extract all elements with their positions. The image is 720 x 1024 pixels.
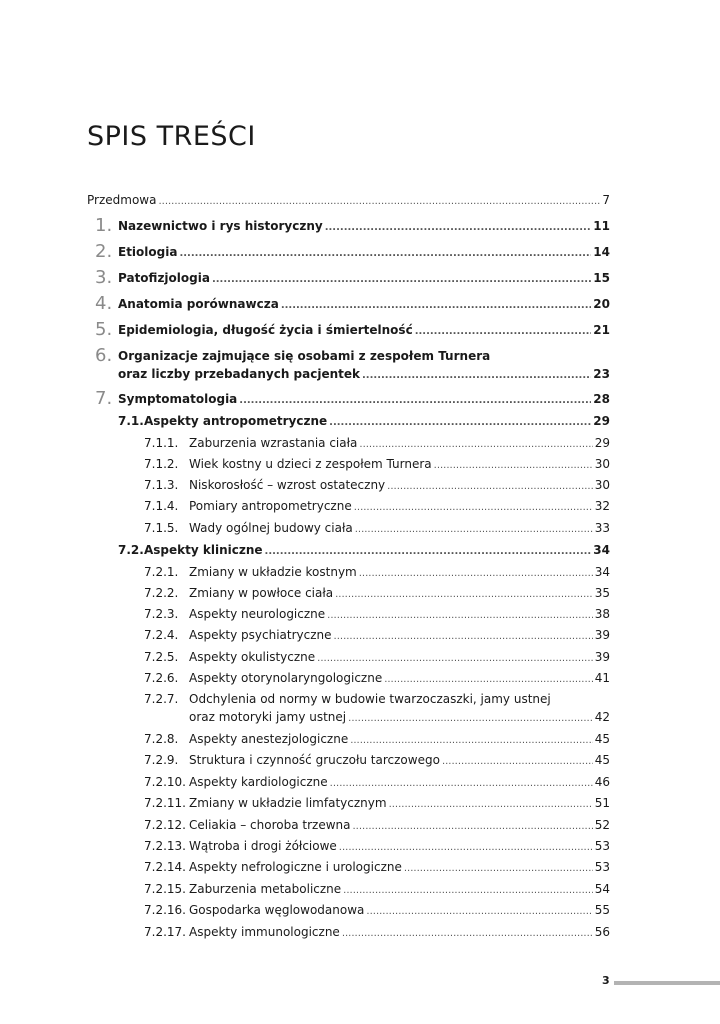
toc-entry-label: Aspekty antropometryczne (144, 414, 328, 428)
subsection-number: 7.2.16. (144, 903, 186, 917)
toc-entry-page: 14 (593, 245, 610, 259)
leader-dots (348, 713, 593, 724)
subsection-number: 7.2.4. (144, 628, 179, 642)
section-number: 7.2. (118, 543, 144, 557)
leader-dots (329, 417, 591, 428)
leader-dots (343, 885, 593, 896)
subsection-number: 7.2.12. (144, 818, 186, 832)
subsection-number: 7.1.4. (144, 499, 179, 513)
toc-entry-subsection[interactable] (189, 925, 610, 939)
toc-entry-subsection[interactable] (189, 796, 610, 810)
toc-entry-label: Struktura i czynność gruczołu tarczowego (189, 753, 440, 767)
leader-dots (362, 370, 591, 381)
toc-entry-subsection[interactable] (189, 882, 610, 896)
chapter-number: 1. (95, 215, 113, 236)
subsection-number: 7.2.3. (144, 607, 179, 621)
subsection-number: 7.2.8. (144, 732, 179, 746)
leader-dots (354, 502, 593, 513)
toc-entry-label: Wady ogólnej budowy ciała (189, 521, 353, 535)
toc-entry-page: 45 (594, 753, 610, 767)
toc-entry-label: Aspekty immunologiczne (189, 925, 340, 939)
toc-entry-page: 38 (594, 607, 610, 621)
toc-entry-label: Zmiany w powłoce ciała (189, 586, 334, 600)
subsection-number: 7.2.9. (144, 753, 179, 767)
subsection-number: 7.2.17. (144, 925, 186, 939)
toc-entry-page: 33 (594, 521, 610, 535)
subsection-number: 7.1.3. (144, 478, 179, 492)
leader-dots (212, 274, 591, 285)
subsection-number: 7.2.1. (144, 565, 179, 579)
leader-dots (327, 610, 593, 621)
toc-entry-chapter-2[interactable] (118, 245, 610, 259)
toc-entry-label-line1: Odchylenia od normy w budowie twarzoczaszki, jamy ustnej (189, 692, 551, 706)
leader-dots (389, 799, 593, 810)
toc-entry-page: 32 (594, 499, 610, 513)
toc-entry-page: 20 (593, 297, 610, 311)
leader-dots (325, 222, 592, 233)
toc-entry-page: 46 (594, 775, 610, 789)
toc-entry-subsection[interactable] (189, 521, 610, 535)
toc-entry-subsection[interactable] (189, 839, 610, 853)
toc-entry-label: Aspekty anestezjologiczne (189, 732, 349, 746)
leader-dots (330, 778, 593, 789)
toc-entry-label: Aspekty psychiatryczne (189, 628, 332, 642)
leader-dots (335, 589, 593, 600)
leader-dots (442, 756, 593, 767)
leader-dots (384, 674, 593, 685)
leader-dots (355, 524, 593, 535)
toc-entry-label: Wiek kostny u dzieci z zespołem Turnera (189, 457, 432, 471)
toc-entry-label: Zaburzenia metaboliczne (189, 882, 342, 896)
toc-entry-subsection[interactable] (189, 732, 610, 746)
toc-entry-page: 53 (594, 839, 610, 853)
toc-entry-label: Zaburzenia wzrastania ciała (189, 436, 358, 450)
toc-entry-page: 34 (593, 543, 610, 557)
chapter-number: 4. (95, 293, 113, 314)
toc-entry-page: 34 (594, 565, 610, 579)
leader-dots (352, 821, 592, 832)
toc-entry-label: Aspekty okulistyczne (189, 650, 316, 664)
toc-entry-label: Aspekty otorynolaryngologiczne (189, 671, 383, 685)
leader-dots (415, 326, 592, 337)
toc-entry-label: oraz liczby przebadanych pacjentek (118, 367, 360, 381)
toc-entry-page: 15 (593, 271, 610, 285)
chapter-number: 3. (95, 267, 113, 288)
leader-dots (317, 653, 593, 664)
toc-entry-label: Wątroba i drogi żółciowe (189, 839, 337, 853)
subsection-number: 7.1.2. (144, 457, 179, 471)
toc-entry-label: Zmiany w układzie kostnym (189, 565, 357, 579)
subsection-number: 7.2.10. (144, 775, 186, 789)
toc-entry-page: 29 (593, 414, 610, 428)
leader-dots (334, 631, 593, 642)
toc-entry-subsection[interactable] (189, 775, 610, 789)
page-title: SPIS TREŚCI (87, 121, 256, 152)
toc-entry-label: Etiologia (118, 245, 178, 259)
toc-entry-page: 11 (593, 219, 610, 233)
toc-entry-subsection[interactable] (189, 903, 610, 917)
subsection-number: 7.2.5. (144, 650, 179, 664)
chapter-number: 2. (95, 241, 113, 262)
subsection-number: 7.2.11. (144, 796, 186, 810)
chapter-number: 7. (95, 388, 113, 409)
toc-entry-preface[interactable] (87, 193, 610, 207)
toc-entry-subsection[interactable] (189, 710, 610, 724)
toc-entry-page: 51 (594, 796, 610, 810)
toc-entry-subsection[interactable] (189, 818, 610, 832)
leader-dots (342, 928, 593, 939)
toc-entry-subsection[interactable] (189, 753, 610, 767)
leader-dots (281, 300, 591, 311)
toc-entry-page: 28 (593, 392, 610, 406)
toc-entry-label: Celiakia – choroba trzewna (189, 818, 351, 832)
leader-dots (359, 568, 593, 579)
toc-entry-label: Patofizjologia (118, 271, 210, 285)
toc-entry-page: 55 (594, 903, 610, 917)
toc-entry-subsection[interactable] (189, 436, 610, 450)
chapter-number: 5. (95, 319, 113, 340)
footer-bar (614, 981, 720, 985)
leader-dots (239, 395, 591, 406)
toc-entry-subsection[interactable] (189, 478, 610, 492)
leader-dots (179, 248, 591, 259)
toc-entry-subsection[interactable] (189, 628, 610, 642)
toc-entry-label: Zmiany w układzie limfatycznym (189, 796, 387, 810)
leader-dots (366, 906, 592, 917)
toc-entry-page: 35 (594, 586, 610, 600)
toc-entry-page: 7 (602, 193, 610, 207)
toc-entry-label: Aspekty neurologiczne (189, 607, 326, 621)
toc-entry-page: 30 (594, 457, 610, 471)
toc-entry-page: 42 (594, 710, 610, 724)
toc-entry-section-7-2[interactable] (144, 543, 610, 557)
toc-entry-chapter-1[interactable] (118, 219, 610, 233)
leader-dots (339, 842, 593, 853)
subsection-number: 7.2.15. (144, 882, 186, 896)
section-number: 7.1. (118, 414, 144, 428)
toc-entry-label: Przedmowa (87, 193, 157, 207)
subsection-number: 7.1.1. (144, 436, 179, 450)
subsection-number: 7.2.7. (144, 692, 179, 706)
toc-entry-label: oraz motoryki jamy ustnej (189, 710, 347, 724)
toc-entry-subsection[interactable] (189, 565, 610, 579)
leader-dots (158, 196, 600, 207)
toc-entry-page: 56 (594, 925, 610, 939)
toc-entry-label: Niskorosłość – wzrost ostateczny (189, 478, 386, 492)
toc-entry-section-7-1[interactable] (144, 414, 610, 428)
toc-entry-chapter-6[interactable] (118, 367, 610, 381)
toc-entry-page: 45 (594, 732, 610, 746)
toc-entry-subsection[interactable] (189, 457, 610, 471)
subsection-number: 7.2.13. (144, 839, 186, 853)
leader-dots (434, 460, 593, 471)
toc-entry-page: 39 (594, 628, 610, 642)
toc-entry-page: 29 (594, 436, 610, 450)
toc-entry-chapter-4[interactable] (118, 297, 610, 311)
toc-entry-page: 52 (594, 818, 610, 832)
toc-entry-page: 30 (594, 478, 610, 492)
leader-dots (265, 546, 592, 557)
toc-entry-subsection[interactable] (189, 860, 610, 874)
leader-dots (387, 481, 593, 492)
toc-entry-subsection[interactable] (189, 586, 610, 600)
toc-entry-chapter-7[interactable] (118, 392, 610, 406)
toc-entry-subsection[interactable] (189, 607, 610, 621)
chapter-number: 6. (95, 345, 113, 366)
leader-dots (350, 735, 593, 746)
leader-dots (404, 863, 593, 874)
toc-entry-label-line1: Organizacje zajmujące się osobami z zespołem Turnera (118, 349, 491, 363)
toc-entry-label: Aspekty kardiologiczne (189, 775, 328, 789)
page-number: 3 (602, 974, 610, 987)
subsection-number: 7.1.5. (144, 521, 179, 535)
toc-entry-label: Aspekty kliniczne (144, 543, 263, 557)
toc-entry-label: Epidemiologia, długość życia i śmiertelność (118, 323, 413, 337)
toc-entry-page: 21 (593, 323, 610, 337)
toc-entry-chapter-3[interactable] (118, 271, 610, 285)
toc-entry-label: Anatomia porównawcza (118, 297, 279, 311)
toc-entry-label: Nazewnictwo i rys historyczny (118, 219, 323, 233)
toc-entry-page: 53 (594, 860, 610, 874)
subsection-number: 7.2.6. (144, 671, 179, 685)
subsection-number: 7.2.14. (144, 860, 186, 874)
toc-entry-subsection[interactable] (189, 671, 610, 685)
toc-entry-label: Aspekty nefrologiczne i urologiczne (189, 860, 402, 874)
toc-entry-page: 39 (594, 650, 610, 664)
toc-entry-label: Gospodarka węglowodanowa (189, 903, 365, 917)
toc-entry-label: Symptomatologia (118, 392, 238, 406)
toc-entry-label: Pomiary antropometryczne (189, 499, 352, 513)
toc-entry-subsection[interactable] (189, 650, 610, 664)
toc-entry-page: 41 (594, 671, 610, 685)
toc-entry-page: 54 (594, 882, 610, 896)
toc-entry-subsection[interactable] (189, 499, 610, 513)
subsection-number: 7.2.2. (144, 586, 179, 600)
toc-entry-chapter-5[interactable] (118, 323, 610, 337)
leader-dots (359, 439, 592, 450)
toc-entry-page: 23 (593, 367, 610, 381)
